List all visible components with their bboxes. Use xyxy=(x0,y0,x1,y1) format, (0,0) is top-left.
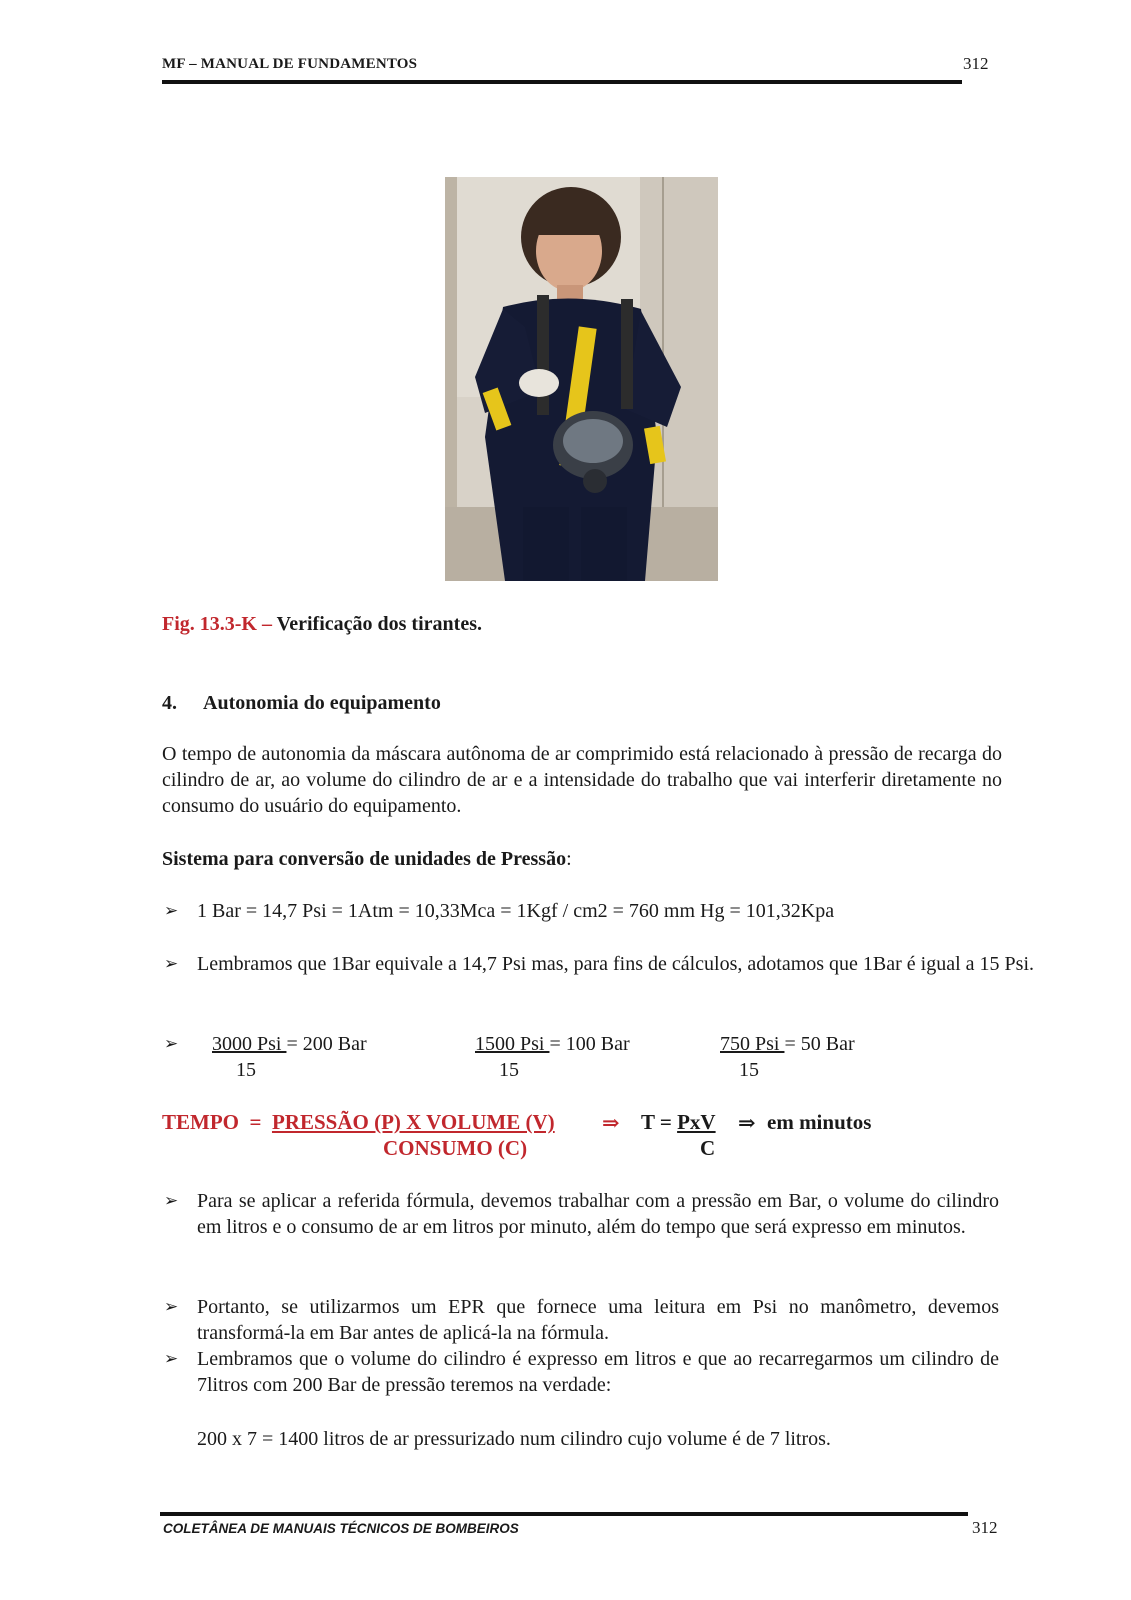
intro-paragraph: O tempo de autonomia da máscara autônoma de ar comprimido está relacionado à pressão de recarga do cilindro de ar, ao volume do cilindro de ar e a intensidade do trabalho que vai interferir diretamente no consumo do usuário do equipamento. xyxy=(162,743,1002,817)
fraction-numerator: 1500 Psi xyxy=(475,1033,550,1055)
fraction-numerator: 750 Psi xyxy=(720,1033,785,1055)
fraction-result: = 100 Bar xyxy=(549,1033,630,1055)
section-number: 4. xyxy=(162,692,177,714)
bullet-icon: ➢ xyxy=(164,954,179,973)
formula-t-numerator: PxV xyxy=(677,1110,716,1134)
bullet-icon: ➢ xyxy=(164,1297,179,1316)
fraction-result: = 200 Bar xyxy=(286,1033,367,1055)
section-title: Autonomia do equipamento xyxy=(203,692,441,714)
formula-lhs: TEMPO = xyxy=(162,1110,272,1134)
formula-arrow-1: ⇒ xyxy=(602,1111,620,1135)
bullet-item-conversion: 1 Bar = 14,7 Psi = 1Atm = 10,33Mca = 1Kgf / cm2 = 760 mm Hg = 101,32Kpa xyxy=(197,900,835,922)
page-header-number: 312 xyxy=(963,54,989,73)
bullet-icon: ➢ xyxy=(164,901,179,920)
formula-t-eq: T = xyxy=(641,1110,678,1134)
page-footer-title: COLETÂNEA DE MANUAIS TÉCNICOS DE BOMBEIROS xyxy=(163,1521,519,1536)
conversion-heading-text: Sistema para conversão de unidades de Pressão xyxy=(162,848,567,870)
firefighter-photo xyxy=(445,177,718,581)
bullet-item-formula-units: Para se aplicar a referida fórmula, devemos trabalhar com a pressão em Bar, o volume do cilindro em litros e o consumo de ar em litros por minuto, além do tempo que será expresso em minutos. xyxy=(197,1190,999,1238)
fraction-denominator: 15 xyxy=(739,1059,759,1081)
section-heading xyxy=(162,692,441,715)
page-footer-number: 312 xyxy=(972,1518,998,1537)
bullet-item-epr: Portanto, se utilizarmos um EPR que fornece uma leitura em Psi no manômetro, devemos transformá-la em Bar antes de aplicá-la na fórmula. xyxy=(197,1296,999,1344)
formula-t-denominator: C xyxy=(700,1136,716,1160)
fraction-denominator: 15 xyxy=(499,1059,519,1081)
fraction-3000 xyxy=(212,1031,367,1057)
bullet-icon: ➢ xyxy=(164,1349,179,1368)
figure-caption-text: Verificação dos tirantes. xyxy=(276,613,482,635)
fraction-numerator: 3000 Psi xyxy=(212,1033,287,1055)
formula-arrow-2: ⇒ xyxy=(738,1111,756,1135)
formula-denominator: CONSUMO (C) xyxy=(383,1136,528,1160)
formula-line xyxy=(162,1110,555,1135)
figure-label: Fig. 13.3-K – xyxy=(162,613,272,635)
page-header-title: MF – MANUAL DE FUNDAMENTOS xyxy=(162,56,418,72)
figure-caption xyxy=(162,613,482,636)
conversion-heading xyxy=(162,846,1002,872)
bullet-icon: ➢ xyxy=(164,1034,179,1053)
formula-numerator: PRESSÃO (P) X VOLUME (V) xyxy=(271,1110,555,1134)
footer-rule xyxy=(160,1512,968,1516)
conversion-heading-colon: : xyxy=(566,848,572,870)
bullet-icon: ➢ xyxy=(164,1191,179,1210)
fraction-denominator: 15 xyxy=(236,1059,256,1081)
bullet-item-cylinder-volume: Lembramos que o volume do cilindro é expresso em litros e que ao recarregarmos um cilindro de 7litros com 200 Bar de pressão teremos na verdade: xyxy=(197,1348,999,1396)
example-calculation: 200 x 7 = 1400 litros de ar pressurizado num cilindro cujo volume é de 7 litros. xyxy=(197,1428,831,1450)
formula-t xyxy=(641,1110,716,1135)
fraction-result: = 50 Bar xyxy=(784,1033,855,1055)
fraction-750 xyxy=(720,1031,855,1057)
bullet-item-bar-psi: Lembramos que 1Bar equivale a 14,7 Psi mas, para fins de cálculos, adotamos que 1Bar é igual a 15 Psi. xyxy=(197,953,1035,975)
formula-unit: em minutos xyxy=(767,1110,872,1134)
header-rule xyxy=(162,80,962,84)
fraction-1500 xyxy=(475,1031,630,1057)
